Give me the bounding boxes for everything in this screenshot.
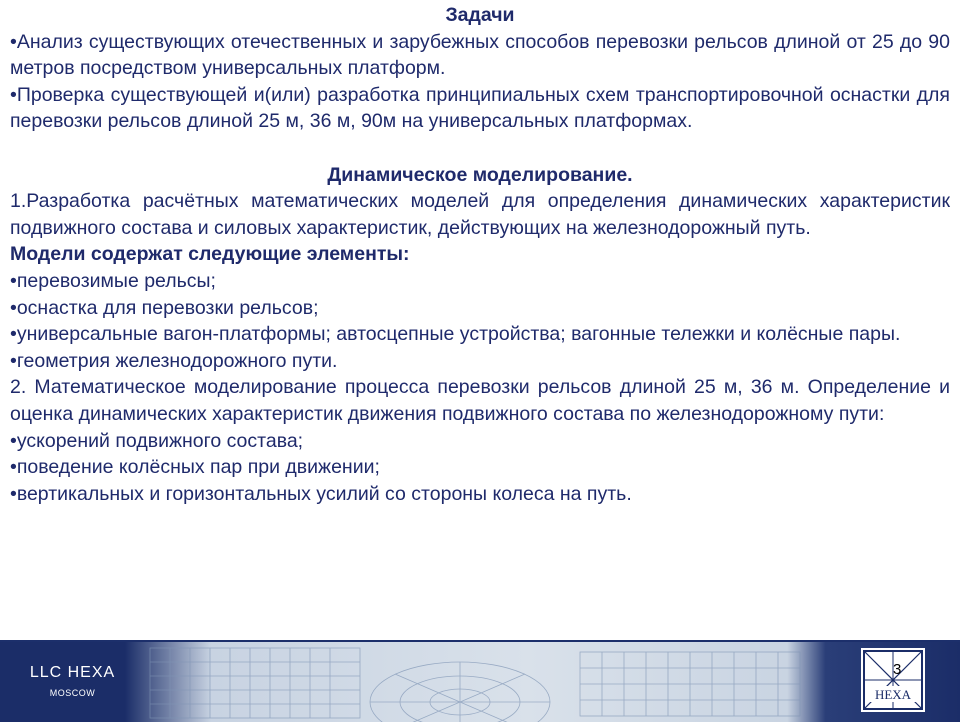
modeling-title: Динамическое моделирование. [327,163,633,186]
element-item-1: •перевозимые рельсы; [10,269,216,292]
element-item-2: •оснастка для перевозки рельсов; [10,296,319,319]
hexa-logo-icon [863,650,923,710]
elements-heading: Модели содержат следующие элементы: [10,243,410,266]
task-item-1: •Анализ существующих отечественных и зарубежных способов перевозки рельсов длиной от 25 до 90 метров посредством универсальных платформ. [10,30,950,80]
mesh-graphic [130,642,830,722]
modeling-point-2: 2. Математическое моделирование процесса перевозки рельсов длиной 25 м, 36 м. Определение и оценка динамических характеристик движения подвижного состава по железнодорожному пути: [10,376,950,425]
company-city: MOSCOW [49,688,96,698]
footer-banner [0,640,960,722]
logo-text: HEXA [874,687,912,702]
company-name: LLC HEXA [29,664,116,681]
modeling-point-1: 1.Разработка расчётных математических моделей для определения динамических характеристик подвижного состава и силовых характеристик, действующих на железнодорожный путь. [10,190,950,239]
task-item-2: •Проверка существующей и(или) разработка принципиальных схем транспортировочной оснастки для перевозки рельсов длиной 25 м, 36 м, 90м на универсальных платформах. [10,83,950,133]
spacer [10,135,950,162]
page-number: 3 [893,661,902,678]
characteristic-item-2: •поведение колёсных пар при движении; [10,456,380,479]
tasks-title: Задачи [445,4,515,26]
hexa-logo [861,648,925,712]
characteristic-item-3: •вертикальных и горизонтальных усилий со стороны колеса на путь. [10,482,632,505]
characteristic-item-1: •ускорений подвижного состава; [10,429,304,452]
element-item-4: •геометрия железнодорожного пути. [10,349,338,372]
element-item-3: •универсальные вагон-платформы; автосцепные устройства; вагонные тележки и колёсные пары. [10,323,901,346]
slide-content [10,2,950,507]
